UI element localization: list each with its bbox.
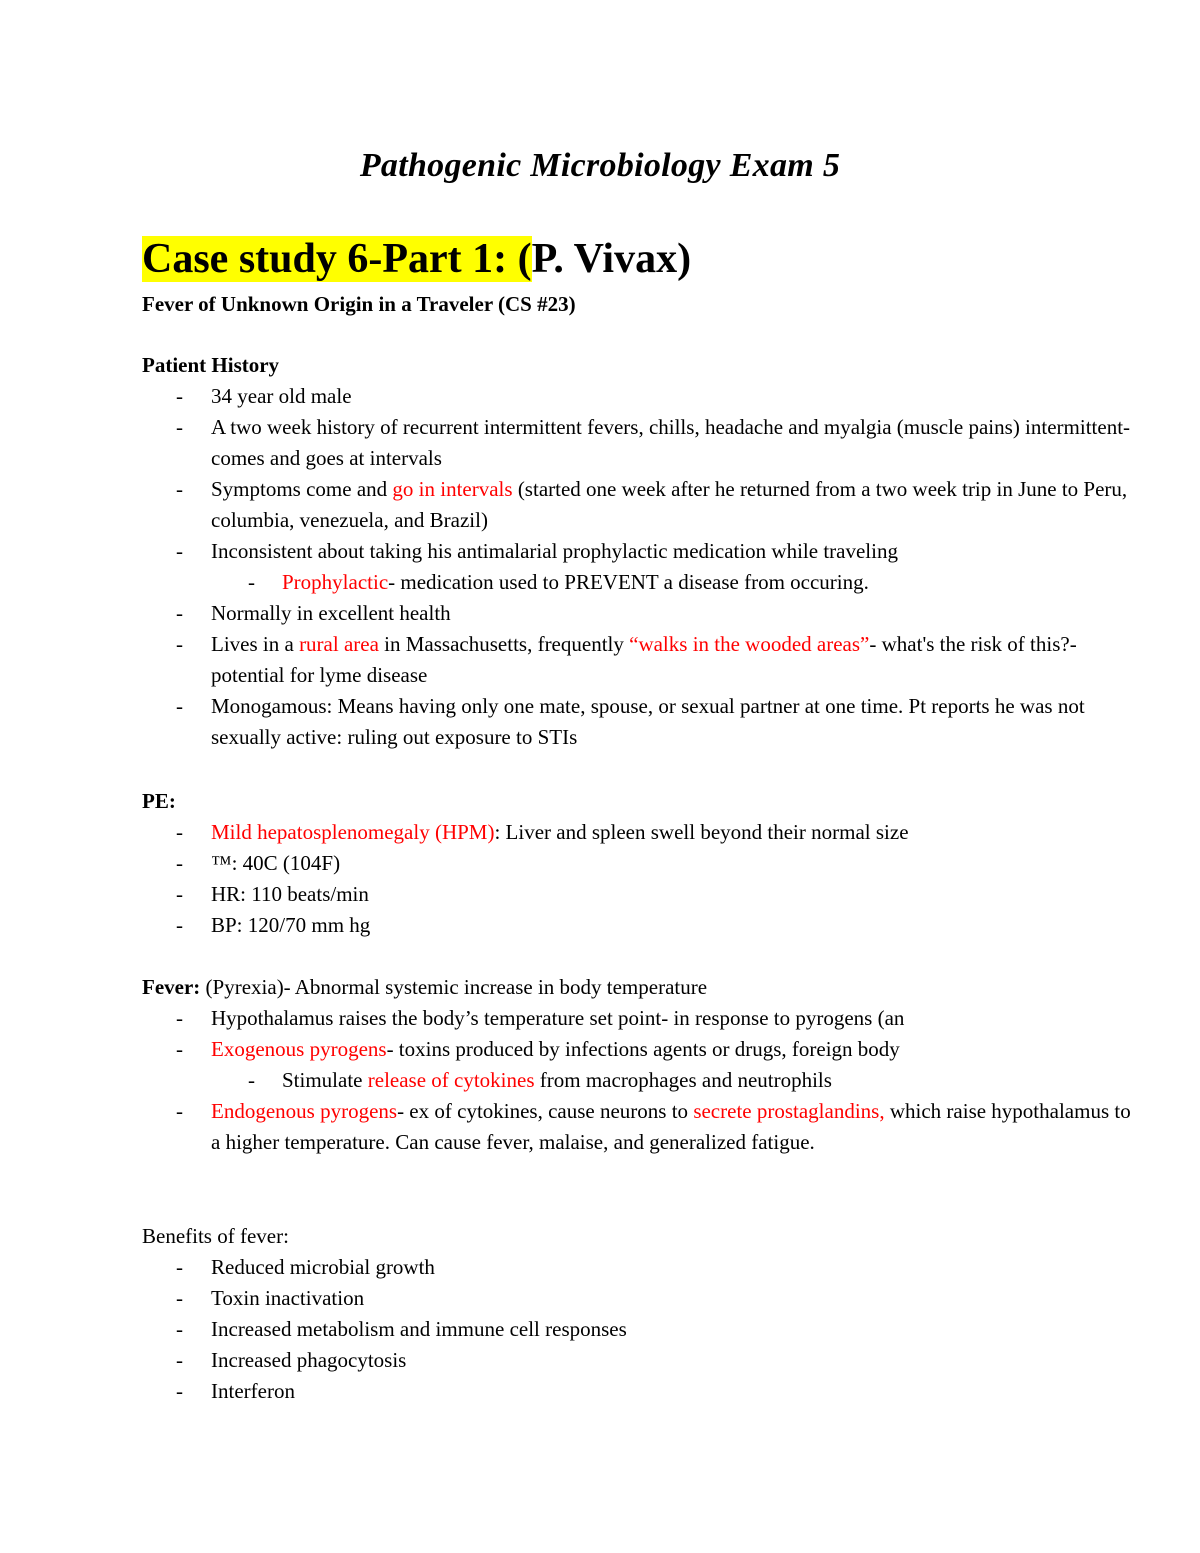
emphasis-text: secrete prostaglandins, xyxy=(693,1099,885,1123)
item-text: - ex of cytokines, cause neurons to xyxy=(397,1099,694,1123)
benefits-list xyxy=(142,1252,1131,1407)
sub-list-item xyxy=(142,1065,1142,1096)
benefits-label: Benefits of fever: xyxy=(142,1224,289,1248)
pe-label: PE: xyxy=(142,789,176,813)
item-text: Stimulate xyxy=(282,1068,368,1092)
list-item: - Toxin inactivation xyxy=(142,1283,1131,1314)
emphasis-text: Exogenous pyrogens xyxy=(211,1037,387,1061)
list-item: - Hypothalamus raises the body’s temperature set point- in response to pyrogens (an xyxy=(142,1003,1131,1034)
list-item: - Interferon xyxy=(142,1376,1131,1407)
list-item: - Increased phagocytosis xyxy=(142,1345,1131,1376)
fever-section xyxy=(142,972,1142,1158)
emphasis-text: release of cytokines xyxy=(367,1068,535,1092)
emphasis-text: Prophylactic xyxy=(282,570,389,594)
emphasis-text: Endogenous pyrogens xyxy=(211,1099,398,1123)
case-heading-highlight: Case study 6-Part 1: ( xyxy=(142,236,532,282)
list-item: - Normally in excellent health xyxy=(142,598,1131,629)
item-text: Lives in a xyxy=(211,632,300,656)
list-item xyxy=(142,817,1131,848)
pe-list xyxy=(142,817,1131,941)
list-item xyxy=(142,1096,1131,1158)
item-text: from macrophages and neutrophils xyxy=(534,1068,832,1092)
case-heading xyxy=(142,231,691,287)
list-item: - Monogamous: Means having only one mate, spouse, or sexual partner at one time. Pt reports he was not sexually active: ruling out exposure to STIs xyxy=(142,691,1131,753)
emphasis-text: “walks in the wooded areas” xyxy=(629,632,870,656)
pe-section xyxy=(142,786,1131,941)
emphasis-text: go in intervals xyxy=(392,477,513,501)
item-text: - medication used to PREVENT a disease from occuring. xyxy=(388,570,869,594)
emphasis-text: Mild hepatosplenomegaly (HPM) xyxy=(211,820,495,844)
list-item xyxy=(142,1034,1131,1065)
item-text: - what's the risk of this?- potential for lyme disease xyxy=(211,632,1077,687)
benefits-section xyxy=(142,1221,1131,1407)
patient-history-list xyxy=(142,381,1142,753)
document-title: Pathogenic Microbiology Exam 5 xyxy=(359,147,841,184)
list-item: - Increased metabolism and immune cell responses xyxy=(142,1314,1131,1345)
item-text: (started one week after he returned from a two week trip in June to Peru, columbia, venezuela, and Brazil) xyxy=(211,477,1128,532)
patient-history-section xyxy=(142,350,1142,753)
item-text: Symptoms come and xyxy=(211,477,393,501)
fever-heading xyxy=(142,972,1142,1003)
case-subheading: Fever of Unknown Origin in a Traveler (CS #23) xyxy=(142,292,576,316)
list-item: - Inconsistent about taking his antimalarial prophylactic medication while traveling xyxy=(142,536,1131,567)
list-item xyxy=(142,629,1131,691)
list-item: - 34 year old male xyxy=(142,381,1131,412)
fever-definition: (Pyrexia)- Abnormal systemic increase in body temperature xyxy=(200,975,708,999)
list-item: - HR: 110 beats/min xyxy=(142,879,1131,910)
fever-list xyxy=(142,1003,1142,1158)
fever-label: Fever: xyxy=(142,975,201,999)
item-text: - toxins produced by infections agents or drugs, foreign body xyxy=(386,1037,900,1061)
item-text: in Massachusetts, frequently xyxy=(378,632,630,656)
patient-history-label: Patient History xyxy=(142,353,280,377)
list-item: - Reduced microbial growth xyxy=(142,1252,1131,1283)
list-item: - BP: 120/70 mm hg xyxy=(142,910,1131,941)
case-heading-organism: P. Vivax) xyxy=(531,236,692,282)
sub-list-item xyxy=(142,567,1142,598)
list-item: - ™: 40C (104F) xyxy=(142,848,1131,879)
list-item xyxy=(142,474,1131,536)
item-text: : Liver and spleen swell beyond their normal size xyxy=(494,820,909,844)
list-item: - A two week history of recurrent intermittent fevers, chills, headache and myalgia (muscle pains) intermittent- comes and goes at intervals xyxy=(142,412,1131,474)
emphasis-text: rural area xyxy=(299,632,379,656)
item-text: which raise hypothalamus to a higher temperature. Can cause fever, malaise, and generalized fatigue. xyxy=(211,1099,1131,1154)
